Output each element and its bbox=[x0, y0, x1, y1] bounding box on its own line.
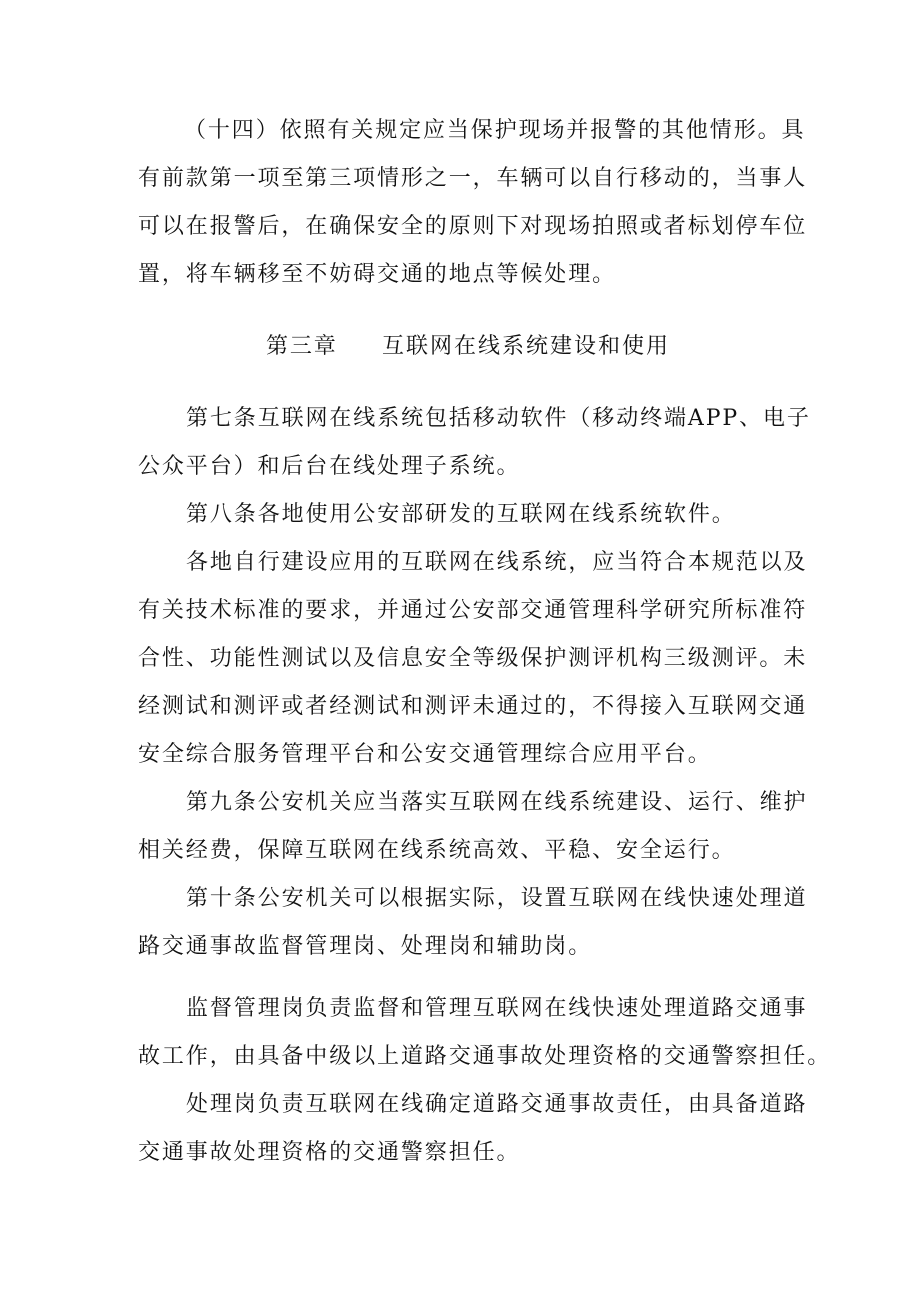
handling-post-line-1: 处理岗负责互联网在线确定道路交通事故责任，由具备道路 bbox=[186, 1092, 808, 1117]
article-8-para2-line-4: 经测试和测评或者经测试和测评未通过的，不得接入互联网交通 bbox=[138, 694, 808, 719]
chapter-title: 互联网在线系统建设和使用 bbox=[382, 334, 671, 359]
article-8-para2-line-1: 各地自行建设应用的互联网在线系统，应当符合本规范以及 bbox=[186, 550, 808, 575]
supervision-post-line-2: 故工作，由具备中级以上道路交通事故处理资格的交通警察担任。 bbox=[138, 1044, 832, 1069]
paragraph-14-line-2: 有前款第一项至第三项情形之一，车辆可以自行移动的，当事人 bbox=[138, 166, 808, 191]
article-8-para2-line-2: 有关技术标准的要求，并通过公安部交通管理科学研究所标准符 bbox=[138, 598, 808, 623]
article-8-para2-line-5: 安全综合服务管理平台和公安交通管理综合应用平台。 bbox=[138, 742, 712, 767]
article-7-line-1: 第七条互联网在线系统包括移动软件（移动终端APP、电子 bbox=[186, 406, 811, 431]
article-10-line-2: 路交通事故监督管理岗、处理岗和辅助岗。 bbox=[138, 934, 593, 959]
paragraph-14-line-3: 可以在报警后，在确保安全的原则下对现场拍照或者标划停车位 bbox=[138, 214, 808, 239]
article-9-line-1: 第九条公安机关应当落实互联网在线系统建设、运行、维护 bbox=[186, 790, 808, 815]
supervision-post-line-1: 监督管理岗负责监督和管理互联网在线快速处理道路交通事 bbox=[186, 996, 808, 1021]
article-9-line-2: 相关经费，保障互联网在线系统高效、平稳、安全运行。 bbox=[138, 838, 736, 863]
chapter-number: 第三章 bbox=[266, 334, 338, 359]
article-10-line-1: 第十条公安机关可以根据实际，设置互联网在线快速处理道 bbox=[186, 886, 808, 911]
chapter-heading bbox=[0, 330, 920, 364]
article-7-line-2: 公众平台）和后台在线处理子系统。 bbox=[138, 454, 521, 479]
article-8-line-1: 第八条各地使用公安部研发的互联网在线系统软件。 bbox=[186, 502, 736, 527]
handling-post-line-2: 交通事故处理资格的交通警察担任。 bbox=[138, 1140, 521, 1165]
paragraph-14-line-1: （十四）依照有关规定应当保护现场并报警的其他情形。具 bbox=[184, 118, 806, 143]
paragraph-14-line-4: 置，将车辆移至不妨碍交通的地点等候处理。 bbox=[138, 262, 617, 287]
article-8-para2-line-3: 合性、功能性测试以及信息安全等级保护测评机构三级测评。未 bbox=[138, 646, 808, 671]
